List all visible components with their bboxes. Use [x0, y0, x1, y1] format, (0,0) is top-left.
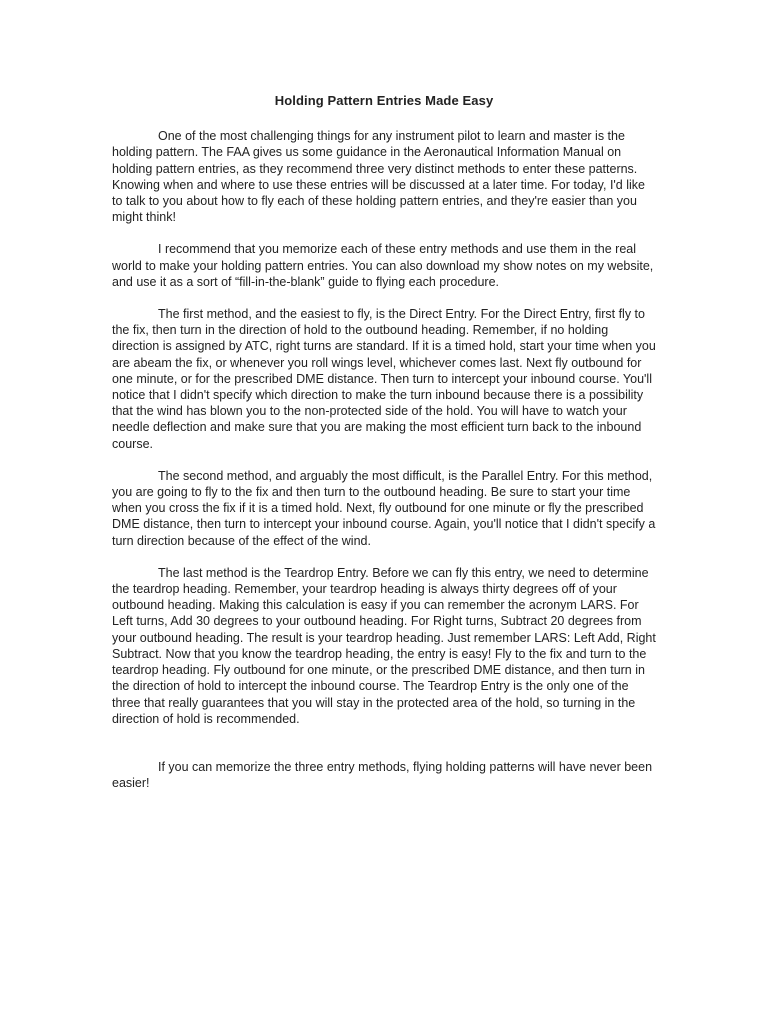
paragraph-teardrop-entry: The last method is the Teardrop Entry. Before we can fly this entry, we need to determine the teardrop heading. Remember, your teardrop heading is always thirty degrees off of your outbound heading. Making this calculation is easy if you can remember the acronym LARS. For Left turns, Add 30 degrees to your outbound heading. For Right turns, Subtract 20 degrees from your outbound heading. The result is your teardrop heading. Just remember LARS: Left Add, Right Subtract. Now that you know the teardrop heading, the entry is easy! Fly to the fix and turn to the teardrop heading. Fly outbound for one minute, or the prescribed DME distance, and then turn in the direction of hold to intercept the inbound course. The Teardrop Entry is the only one of the three that really guarantees that you will stay in the protected area of the hold, so turning in the direction of hold is recommended. — [112, 565, 656, 726]
paragraph-direct-entry: The first method, and the easiest to fly, is the Direct Entry. For the Direct Entry, first fly to the fix, then turn in the direction of hold to the outbound heading. Remember, if no holding direction is assigned by ATC, right turns are standard. If it is a timed hold, start your time when you are abeam the fix, or whenever you roll wings level, whichever comes last. Next fly outbound for one minute, or for the prescribed DME distance. Then turn to intercept your inbound course. You'll notice that I didn't specify which direction to make the turn inbound because there is a possibility that the wind has blown you to the non-protected side of the hold. You will have to watch your needle deflection and make sure that you are making the most efficient turn back to the inbound course. — [112, 307, 656, 451]
paragraph-conclusion: If you can memorize the three entry methods, flying holding patterns will have never been easier! — [112, 759, 653, 791]
paragraph-intro: One of the most challenging things for any instrument pilot to learn and master is the holding pattern. The FAA gives us some guidance in the Aeronautical Information Manual on holding pattern entries, as they recommend three very distinct methods to enter these patterns. Knowing when and where to use these entries will be discussed at a later time. For today, I'd like to talk to you about how to fly each of these holding pattern entries, and they're easier than you might think! — [112, 129, 645, 225]
paragraph-parallel-entry: The second method, and arguably the most difficult, is the Parallel Entry. For this method, you are going to fly to the fix and then turn to the outbound heading. Be sure to start your time when you cross the fix if it is a timed hold. Next, fly outbound for one minute or fly the prescribed DME distance, then turn to intercept your inbound course. Again, you'll notice that I didn't specify a turn direction because of the effect of the wind. — [112, 468, 656, 548]
paragraph-recommendation: I recommend that you memorize each of these entry methods and use them in the real world to make your holding pattern entries. You can also download my show notes on my website, and use it as a sort of “fill-in-the-blank” guide to flying each procedure. — [112, 242, 654, 289]
document-title: Holding Pattern Entries Made Easy — [274, 93, 494, 108]
